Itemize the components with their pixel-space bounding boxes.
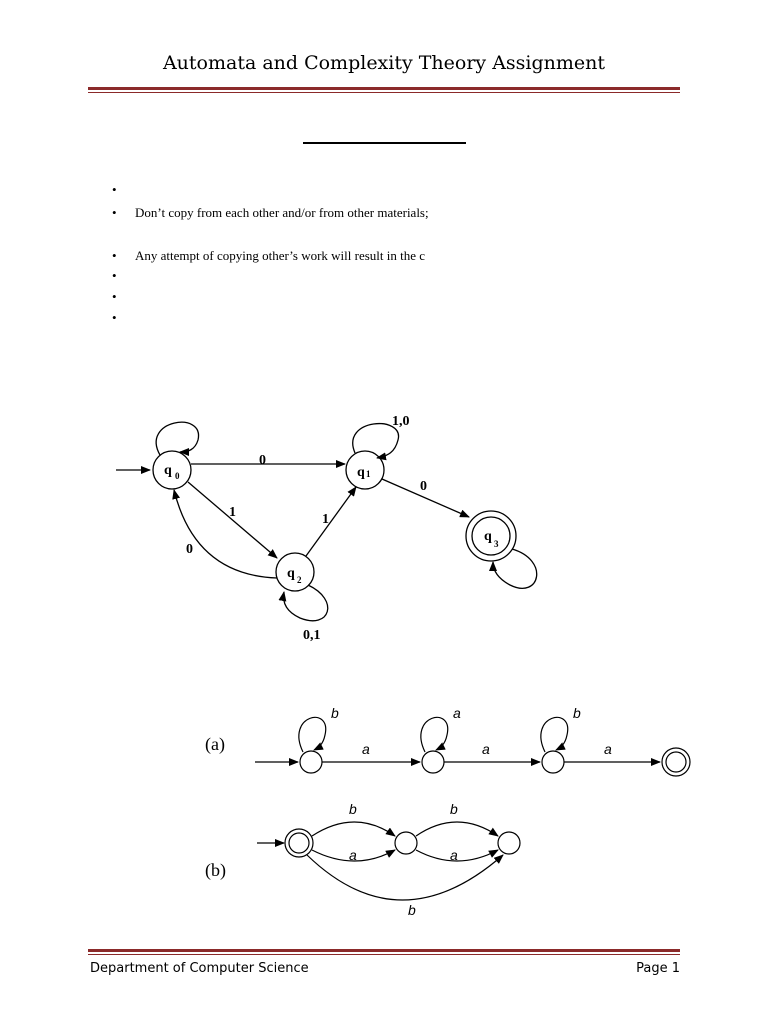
state-q1 bbox=[346, 451, 384, 489]
edge-label: 1,0 bbox=[392, 414, 410, 429]
loop-q0 bbox=[156, 422, 198, 455]
state-circle bbox=[422, 751, 444, 773]
footer-department: Department of Computer Science bbox=[90, 961, 309, 976]
edge-label: a bbox=[349, 847, 357, 863]
loop-q3 bbox=[493, 549, 537, 588]
diagram-label-b: (b) bbox=[205, 860, 226, 880]
state-label-q1: q bbox=[357, 465, 365, 480]
state-q0 bbox=[153, 451, 191, 489]
self-loop bbox=[299, 717, 326, 752]
document-header-title: Automata and Complexity Theory Assignment bbox=[162, 52, 606, 74]
edge-q2-q1 bbox=[306, 487, 356, 556]
list-item: • bbox=[112, 310, 117, 325]
state-label-q0: q bbox=[164, 463, 172, 478]
accept-state-inner bbox=[289, 833, 309, 853]
state-sub-q3: 3 bbox=[494, 539, 499, 549]
loop-label: b bbox=[573, 705, 581, 721]
list-item: • bbox=[112, 182, 117, 197]
edge-label: 0 bbox=[259, 453, 266, 468]
edge-label: b bbox=[408, 902, 416, 918]
edge-label: 1 bbox=[229, 505, 236, 520]
list-item: • Don’t copy from each other and/or from other materials; bbox=[112, 205, 429, 220]
edge-label: 1 bbox=[322, 512, 329, 527]
self-loop bbox=[421, 717, 448, 752]
footer-rule-thick bbox=[88, 949, 680, 952]
state-label-q2: q bbox=[287, 566, 295, 581]
loop-label: a bbox=[453, 705, 461, 721]
edge-q2-q0 bbox=[174, 490, 277, 578]
automaton-a bbox=[255, 717, 690, 776]
edge-upper bbox=[312, 822, 395, 836]
footer-page-number: Page 1 bbox=[636, 961, 680, 976]
edge-label: a bbox=[450, 847, 458, 863]
automaton-b bbox=[257, 822, 520, 900]
edge-label: a bbox=[482, 741, 490, 757]
loop-label: b bbox=[331, 705, 339, 721]
list-item: • bbox=[112, 268, 117, 283]
state-circle bbox=[395, 832, 417, 854]
edge-upper bbox=[416, 822, 498, 836]
dfa-labels bbox=[164, 414, 499, 643]
footer-rule-thin bbox=[88, 954, 680, 955]
edge-label: a bbox=[604, 741, 612, 757]
state-circle bbox=[300, 751, 322, 773]
list-item: • Any attempt of copying other’s work will result in the c bbox=[112, 248, 426, 263]
automaton-a-labels bbox=[205, 705, 612, 757]
state-sub-q0: 0 bbox=[175, 471, 180, 481]
edge-label: b bbox=[349, 801, 357, 817]
edge-label: 0 bbox=[186, 542, 193, 557]
edge-bottom bbox=[307, 855, 503, 900]
state-sub-q2: 2 bbox=[297, 575, 302, 585]
self-loop bbox=[541, 717, 568, 752]
state-circle bbox=[542, 751, 564, 773]
edge-label: a bbox=[362, 741, 370, 757]
edge-label: b bbox=[450, 801, 458, 817]
state-circle bbox=[498, 832, 520, 854]
diagram-label-a: (a) bbox=[205, 734, 225, 754]
edge-label: 0,1 bbox=[303, 628, 321, 643]
edge-label: 0 bbox=[420, 479, 427, 494]
accept-state-inner bbox=[666, 752, 686, 772]
list-item: • bbox=[112, 289, 117, 304]
automaton-b-labels bbox=[205, 801, 458, 918]
state-label-q3: q bbox=[484, 529, 492, 544]
state-sub-q1: 1 bbox=[366, 469, 371, 479]
